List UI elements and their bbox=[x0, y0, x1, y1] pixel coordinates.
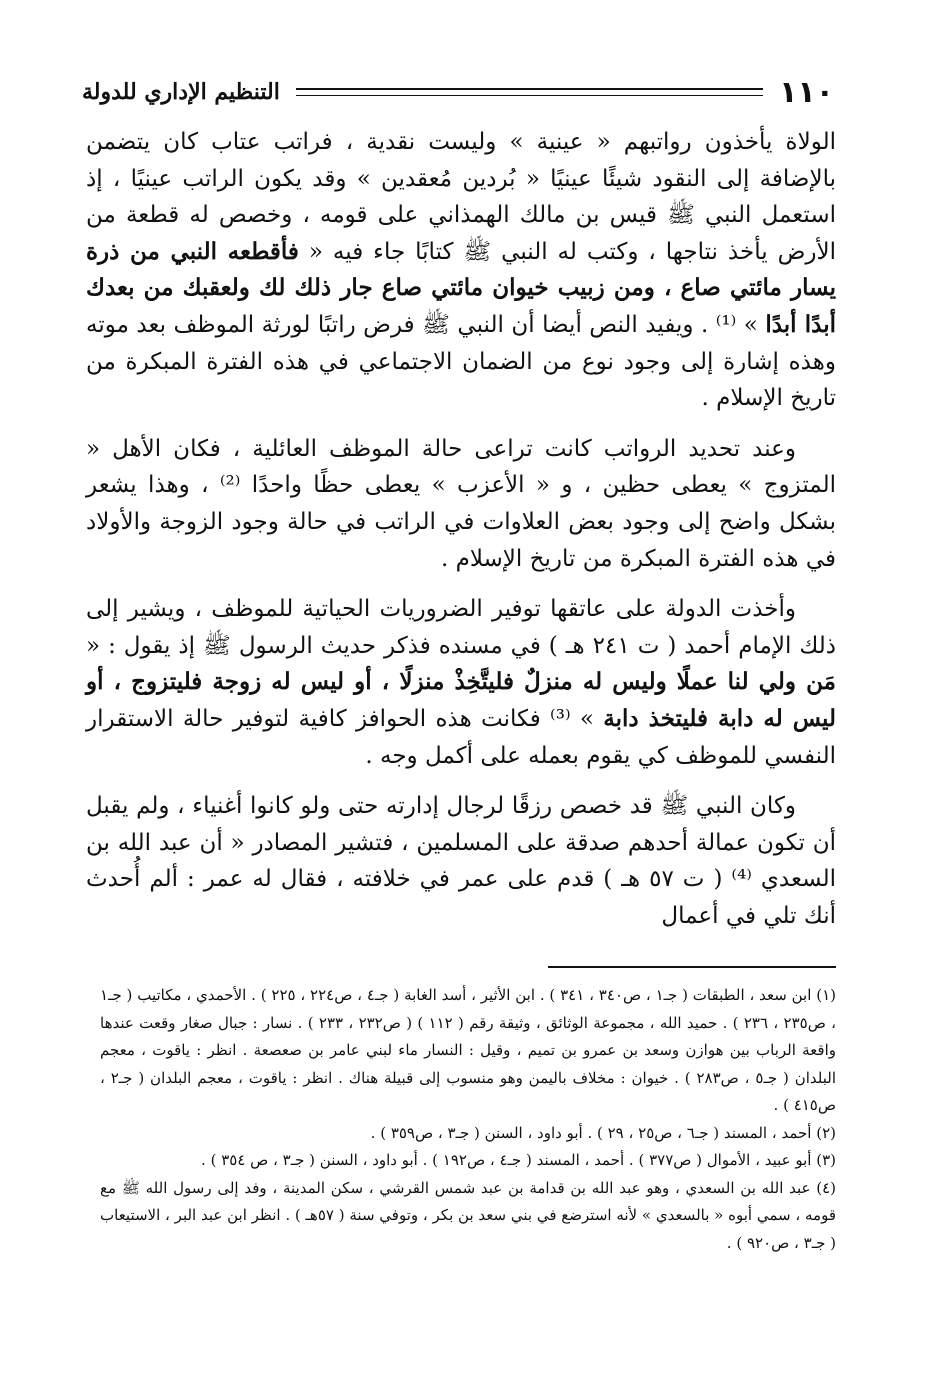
header-rule bbox=[296, 88, 763, 96]
paragraph-3-text-b: » ⁽³⁾ فكانت هذه الحوافز كافية لتوفير حالة الاستقرار النفسي للموظف كي يقوم بعمله على أكمل وجه . bbox=[86, 705, 836, 769]
paragraph-3-text-a: وأخذت الدولة على عاتقها توفير الضروريات الحياتية للموظف ، ويشير إلى ذلك الإمام أحمد ( ت ٢٤١ هـ ) في مسنده فذكر حديث الرسول ﷺ إذ يقول : « bbox=[86, 596, 836, 659]
footnote-4: (٤) عبد الله بن السعدي ، وهو عبد الله بن قدامة بن عبد شمس القرشي ، سكن المدينة ، وفد إلى رسول الله ﷺ مع قومه ، سمي أبوه « بالسعدي » لأنه استرضع في بني سعد بن بكر ، وتوفي سنة ( ٥٧هـ ) . انظر ابن عبد البر ، الاستيعاب ( جـ٣ ، ص٩٢٠ ) . bbox=[100, 1178, 836, 1252]
footnote-2: (٢) أحمد ، المسند ( جـ٦ ، ص٢٥ ، ٢٩ ) . أبو داود ، السنن ( جـ٣ ، ص٣٥٩ ) . bbox=[370, 1123, 836, 1142]
paragraph-1-text-b: » ⁽¹⁾ . ويفيد النص أيضا أن النبي ﷺ فرض راتبًا لورثة الموظف بعد موته وهذه إشارة إلى وجود نوع من الضمان الاجتماعي في هذه الفترة المبكرة من تاريخ الإسلام . bbox=[86, 311, 836, 412]
paragraph-2: وعند تحديد الرواتب كانت تراعى حالة الموظف العائلية ، فكان الأهل « المتزوج » يعطى حظين ، و « الأعزب » يعطى حظًا واحدًا ⁽²⁾ ، وهذا يشعر بشكل واضح إلى وجود بعض العلاوات في الراتب في حالة وجود الزوجة والأولاد في هذه الفترة المبكرة من تاريخ الإسلام . bbox=[86, 435, 836, 572]
paragraph-3 bbox=[86, 591, 836, 774]
paragraph-4: وكان النبي ﷺ قد خصص رزقًا لرجال إدارته حتى ولو كانوا أغنياء ، ولم يقبل أن تكون عمالة أحدهم صدقة على المسلمين ، فتشير المصادر « أن عبد الله بن السعدي ⁽⁴⁾ ( ت ٥٧ هـ ) قدم على عمر في خلافته ، فقال له عمر : ألم أُحدث أنك تلي في أعمال bbox=[86, 793, 837, 929]
paragraph-1 bbox=[86, 124, 836, 417]
paragraph-1-quote: فأقطعه النبي من ذرة يسار مائتي صاع ، ومن زبيب خيوان مائتي صاع جار ذلك لك ولعقبك من بعدك أبدًا أبدًا bbox=[86, 237, 836, 338]
footnote-3: (٣) أبو عبيد ، الأموال ( ص٣٧٧ ) . أحمد ، المسند ( جـ٤ ، ص١٩٢ ) . أبو داود ، السنن ( جـ٣ ، ص ٣٥٤ ) . bbox=[201, 1151, 836, 1169]
footnote-separator bbox=[548, 966, 836, 968]
body-text bbox=[86, 124, 836, 948]
page-number: ١١٠ bbox=[779, 74, 834, 110]
footnotes bbox=[100, 982, 836, 1257]
paragraph-3-quote: مَن ولي لنا عملًا وليس له منزلٌ فليتَّخِذْ منزلًا ، أو ليس له زوجة فليتزوج ، أو ليس له دابة فليتخذ دابة bbox=[86, 668, 837, 732]
running-title: التنظيم الإداري للدولة bbox=[82, 79, 280, 105]
footnote-1: (١) ابن سعد ، الطبقات ( جـ١ ، ص٣٤٠ ، ٣٤١ ) . ابن الأثير ، أسد الغابة ( جـ٤ ، ص٢٢٤ ، ٢٢٥ ) . الأحمدي ، مكاتيب ( جـ١ ، ص٢٣٥ ، ٢٣٦ ) . حميد الله ، مجموعة الوثائق ، وثيقة رقم ( ١١٢ ) ( ص٢٣٢ ، ٢٣٣ ) . نسار : جبال صغار وقعت عندها واقعة الرباب بين هوازن وسعد بن عمرو بن تميم ، وقيل : النسار ماء لبني عامر بن صعصعة . انظر : ياقوت ، معجم البلدان ( جـ٥ ، ص٢٨٣ ) . خيوان : مخلاف باليمن وهو منسوب إلى قبيلة هناك . انظر : ياقوت ، معجم البلدان ( جـ٢ ، ص٤١٥ ) . bbox=[100, 986, 837, 1114]
running-header bbox=[82, 70, 834, 114]
paragraph-1-text-a: الولاة يأخذون رواتبهم « عينية » وليست نقدية ، فراتب عتاب كان يتضمن بالإضافة إلى النقود شيئًا عينيًا « بُردين مُعقدين » وقد يكون الراتب عينيًا ، إذ استعمل النبي ﷺ قيس بن مالك الهمذاني على قومه ، وخصص له قطعة من الأرض يأخذ نتاجها ، وكتب له النبي ﷺ كتابًا جاء فيه « bbox=[86, 129, 836, 265]
